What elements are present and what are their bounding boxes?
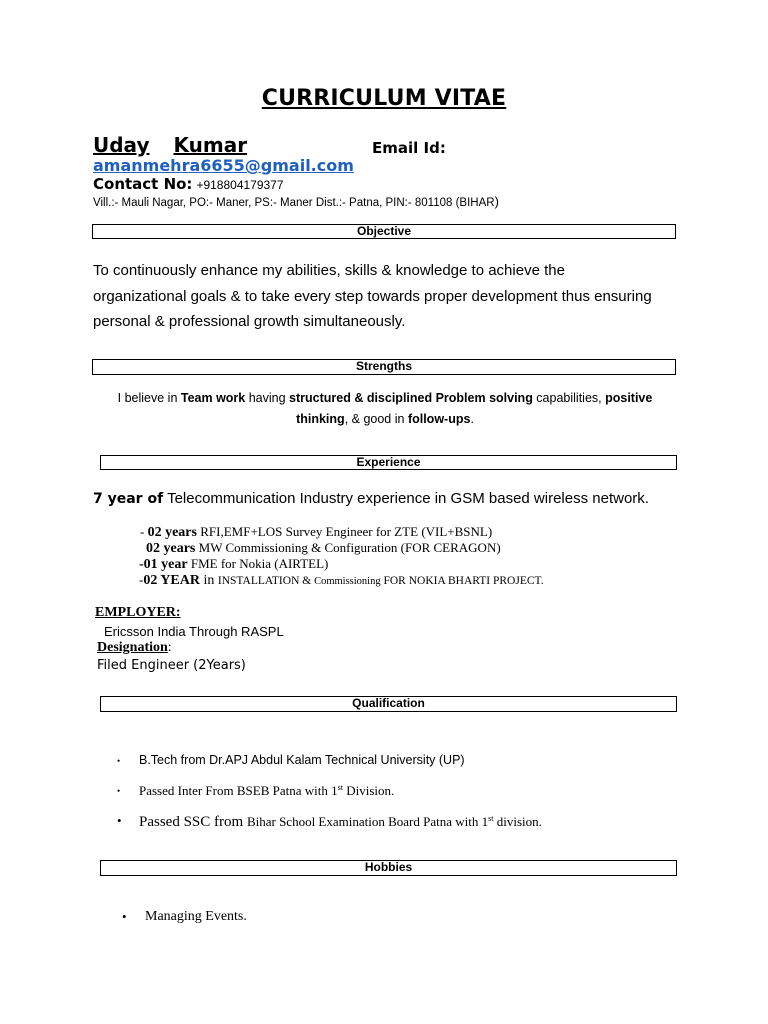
first-name: Uday: [93, 133, 150, 157]
designation-value: Filed Engineer (2Years): [97, 658, 246, 673]
email-label: Email Id:: [372, 139, 446, 157]
employer-label: EMPLOYER:: [95, 605, 181, 620]
employer-value: Ericsson India Through RASPL: [104, 624, 284, 639]
strengths-text: [90, 388, 680, 430]
experience-item: 02 years MW Commissioning & Configuration (FOR CERAGON): [146, 540, 501, 556]
section-qualification: Qualification: [100, 696, 677, 712]
bullet-icon: •: [117, 756, 121, 766]
section-hobbies: Hobbies: [100, 860, 677, 876]
section-strengths: Strengths: [92, 359, 676, 375]
contact-label: Contact No:: [93, 175, 193, 193]
page-title: CURRICULUM VITAE: [261, 86, 507, 111]
last-name: Kumar: [173, 133, 248, 157]
bullet-icon: •: [117, 786, 121, 796]
objective-text: [93, 258, 652, 335]
contact-value: +918804179377: [196, 178, 284, 192]
hobby-item: Managing Events.: [145, 909, 247, 924]
qualification-item: Passed SSC from Bihar School Examination Board Patna with 1st division.: [139, 814, 542, 830]
qualification-item: B.Tech from Dr.APJ Abdul Kalam Technical University (UP): [139, 753, 465, 767]
experience-item: -01 year FME for Nokia (AIRTEL): [139, 556, 329, 572]
email-link[interactable]: amanmehra6655@gmail.com: [93, 156, 354, 175]
strengths-line-2: thinking, & good in follow-ups.: [296, 412, 474, 426]
experience-item: -02 YEAR in INSTALLATION & Commissioning FOR NOKIA BHARTI PROJECT.: [139, 572, 544, 588]
section-experience: Experience: [100, 455, 677, 470]
bullet-icon: •: [122, 909, 127, 924]
address: Vill.:- Mauli Nagar, PO:- Maner, PS:- Maner Dist.:- Patna, PIN:- 801108 (BIHAR): [93, 194, 499, 209]
contact-line: [93, 175, 284, 194]
name: [93, 133, 247, 157]
experience-item: - 02 years RFI,EMF+LOS Survey Engineer for ZTE (VIL+BSNL): [140, 524, 493, 540]
bullet-icon: •: [117, 813, 122, 828]
qualification-item: Passed Inter From BSEB Patna with 1st Division.: [139, 783, 395, 798]
designation-label: Designation:: [97, 640, 172, 655]
strengths-line-1: I believe in Team work having structured & disciplined Problem solving capabilities, positive: [117, 391, 653, 405]
objective-line-3: personal & professional growth simultaneously.: [93, 313, 406, 330]
objective-line-1: To continuously enhance my abilities, skills & knowledge to achieve the: [93, 262, 565, 279]
section-objective: Objective: [92, 224, 676, 239]
experience-summary: 7 year of Telecommunication Industry experience in GSM based wireless network.: [93, 490, 649, 507]
objective-line-2: organizational goals & to take every step towards proper development thus ensuring: [93, 287, 652, 305]
